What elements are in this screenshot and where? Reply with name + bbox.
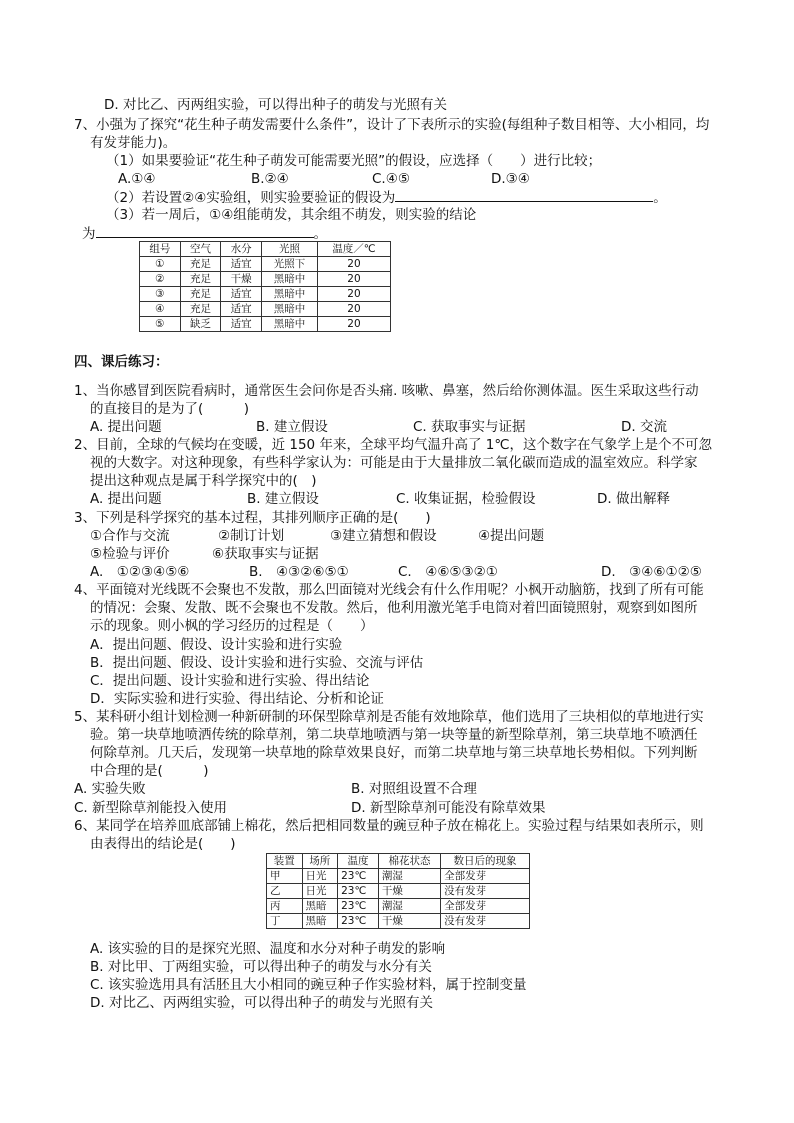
e1-option-c: C. 获取事实与证据 [413,419,526,435]
q7-part-3-prefix: 为 [82,226,96,242]
e3-step-2: ②制订计划 [218,528,285,544]
table-cell: 充足 [180,302,221,317]
e2-option-d: D. 做出解释 [597,491,670,507]
table-row [267,899,530,914]
table-row [267,869,530,884]
e2-option-b: B. 建立假设 [247,491,319,507]
table-cell: 黑暗中 [262,272,318,287]
table-cell: 23℃ [338,869,379,884]
q7-part-3-continuation [82,225,327,242]
e6-option-a: A. 该实验的目的是探究光照、温度和水分对种子萌发的影响 [90,941,446,957]
e4-line-3: 示的现象。则小枫的学习经历的过程是（ ） [90,618,374,634]
e6-line-2: 由表得出的结论是( ) [90,836,236,852]
q7-option-d: D.③④ [491,171,530,187]
e1-line-1: 1、当你感冒到医院看病时，通常医生会问你是否头痛. 咳嗽、鼻塞，然后给你测体温。医生采取这些行动 [74,383,699,399]
table-row [140,302,391,317]
table-cell: 黑暗中 [262,287,318,302]
q7-part-3-blank [96,225,314,238]
e1-option-a: A. 提出问题 [90,419,162,435]
table-cell: ② [140,272,181,287]
e2-option-c: C. 收集证据，检验假设 [396,491,536,507]
table-cell: 20 [317,302,390,317]
table-row [140,257,391,272]
e3-option-d: D. ③④⑥①②⑤ [601,564,702,580]
e4-line-1: 4、平面镜对光线既不会聚也不发散，那么凹面镜对光线会有什么作用呢？小枫开动脑筋，找到了所有可能 [74,582,704,598]
e4-option-c: C．提出问题、设计实验和进行实验、得出结论 [90,673,370,689]
table-cell: 丙 [267,899,303,914]
e2-option-a: A. 提出问题 [90,491,162,507]
q7-part-2-end: 。 [653,190,667,206]
q7-stem-line-2: 有发芽能力)。 [90,135,177,151]
q7-table [139,241,391,332]
table-cell: 干燥 [378,884,440,899]
e4-option-b: B．提出问题、假设、设计实验和进行实验、交流与评估 [90,655,424,671]
e6-th: 数日后的现象 [441,854,530,869]
table-cell: 20 [317,272,390,287]
table-cell: 全部发芽 [441,899,530,914]
table-cell: 甲 [267,869,303,884]
e3-option-c: C. ④⑥⑤③②① [398,564,498,580]
q7-part-2 [106,189,667,206]
e3-step-3: ③建立猜想和假设 [330,528,437,544]
e5-line-3: 何除草剂。几天后，发现第一块草地的除草效果良好，而第二块草地与第三块草地长势相似。下列判断 [90,745,698,761]
q7-th: 水分 [221,242,262,257]
table-row [140,317,391,332]
e6-th: 装置 [267,854,303,869]
table-cell: 光照下 [262,257,318,272]
table-cell: 充足 [180,257,221,272]
table-cell: 适宜 [221,287,262,302]
e1-line-2: 的直接目的是为了( ) [90,401,250,417]
e1-option-b: B. 建立假设 [256,419,328,435]
table-row [140,287,391,302]
table-row [267,884,530,899]
table-cell: 23℃ [338,899,379,914]
e6-table-header [267,854,530,869]
e1-option-d: D. 交流 [621,419,667,435]
table-cell: 没有发芽 [441,914,530,929]
e3-step-1: ①合作与交流 [90,528,170,544]
e5-option-a: A. 实验失败 [74,781,146,797]
table-cell: 适宜 [221,257,262,272]
q7-option-c: C.④⑤ [372,171,410,187]
q7-option-b: B.②④ [251,171,289,187]
q7-part-2-text: （2）若设置②④实验组，则实验要验证的假设为 [106,190,396,206]
q7-th: 空气 [180,242,221,257]
e3-step-6: ⑥获取事实与证据 [212,546,319,562]
e4-option-a: A．提出问题、假设、设计实验和进行实验 [90,637,343,653]
e2-line-1: 2、目前，全球的气候均在变暖，近 150 年来，全球平均气温升高了 1℃，这个数字在气象学上是个不可忽 [74,437,712,453]
e2-line-2: 视的大数字。对这种现象，有些科学家认为：可能是由于大量排放二氧化碳而造成的温室效应。科学家 [90,455,698,471]
e6-th: 场所 [302,854,338,869]
e3-line-1: 3、下列是科学探究的基本过程，其排列顺序正确的是( ) [74,510,431,526]
table-cell: ④ [140,302,181,317]
e3-option-a: A. ①②③④⑤⑥ [90,564,190,580]
e6-option-b: B. 对比甲、丁两组实验，可以得出种子的萌发与水分有关 [90,959,432,975]
e5-option-d: D. 新型除草剂可能没有除草效果 [351,800,546,816]
e6-option-c: C. 该实验选用具有活胚且大小相同的豌豆种子作实验材料，属于控制变量 [90,977,527,993]
e3-step-4: ④提出问题 [478,528,545,544]
e5-option-c: C. 新型除草剂能投入使用 [74,800,228,816]
e4-option-d: D．实际实验和进行实验、得出结论、分析和论证 [90,691,384,707]
e6-table [266,853,530,929]
e6-th: 棉花状态 [378,854,440,869]
table-cell: 23℃ [338,884,379,899]
e3-option-b: B. ④③②⑥⑤① [249,564,349,580]
table-row [267,914,530,929]
e5-line-2: 验。第一块草地喷洒传统的除草剂，第二块草地喷洒与第一块等量的新型除草剂，第三块草地不喷洒任 [90,727,698,743]
table-cell: 潮湿 [378,869,440,884]
e5-option-b: B. 对照组设置不合理 [351,781,477,797]
table-cell: 黑暗 [302,914,338,929]
table-cell: 全部发芽 [441,869,530,884]
q7-option-a: A.①④ [118,171,156,187]
table-row [140,272,391,287]
q7-stem-line-1: 7、小强为了探究“花生种子萌发需要什么条件”，设计了下表所示的实验(每组种子数目相等、大小相同，均 [74,117,710,133]
q7-part-3-end: 。 [313,226,327,242]
table-cell: 没有发芽 [441,884,530,899]
e5-line-4: 中合理的是( ) [90,763,209,779]
table-cell: 适宜 [221,317,262,332]
table-cell: 20 [317,257,390,272]
table-cell: 丁 [267,914,303,929]
e4-line-2: 的情况：会聚、发散、既不会聚也不发散。然后，他利用激光笔手电筒对着凹面镜照射，观察到如图所 [90,600,698,616]
table-cell: 充足 [180,272,221,287]
q7-th: 光照 [262,242,318,257]
table-cell: 干燥 [221,272,262,287]
e5-line-1: 5、某科研小组计划检测一种新研制的环保型除草剂是否能有效地除草，他们选用了三块相似的草地进行实 [74,709,704,725]
q7-part-3: （3）若一周后，①④组能萌发，其余组不萌发，则实验的结论 [106,207,477,223]
q7-part-1: （1）如果要验证“花生种子萌发可能需要光照”的假设，应选择（ ）进行比较； [106,153,602,169]
q7-part-2-blank [395,189,653,202]
table-cell: 充足 [180,287,221,302]
table-cell: 缺乏 [180,317,221,332]
table-cell: 20 [317,287,390,302]
table-cell: 日光 [302,869,338,884]
e6-line-1: 6、某同学在培养皿底部铺上棉花，然后把相同数量的豌豆种子放在棉花上。实验过程与结果如表所示，则 [74,818,704,834]
table-cell: 黑暗中 [262,317,318,332]
table-cell: 黑暗 [302,899,338,914]
table-cell: ① [140,257,181,272]
table-cell: 日光 [302,884,338,899]
e6-th: 温度 [338,854,379,869]
prev-question-option-d: D. 对比乙、丙两组实验，可以得出种子的萌发与光照有关 [104,97,447,113]
table-cell: 干燥 [378,914,440,929]
table-cell: 潮湿 [378,899,440,914]
table-cell: 乙 [267,884,303,899]
table-cell: ⑤ [140,317,181,332]
table-cell: 23℃ [338,914,379,929]
e6-option-d: D. 对比乙、丙两组实验，可以得出种子的萌发与光照有关 [90,995,433,1011]
table-cell: 20 [317,317,390,332]
q7-th: 温度／℃ [317,242,390,257]
e2-line-3: 提出这种观点是属于科学探究中的( ) [90,473,317,489]
q7-th: 组号 [140,242,181,257]
q7-table-header [140,242,391,257]
table-cell: 适宜 [221,302,262,317]
table-cell: ③ [140,287,181,302]
section-4-title: 四、课后练习： [74,354,169,370]
table-cell: 黑暗中 [262,302,318,317]
e3-step-5: ⑤检验与评价 [90,546,170,562]
